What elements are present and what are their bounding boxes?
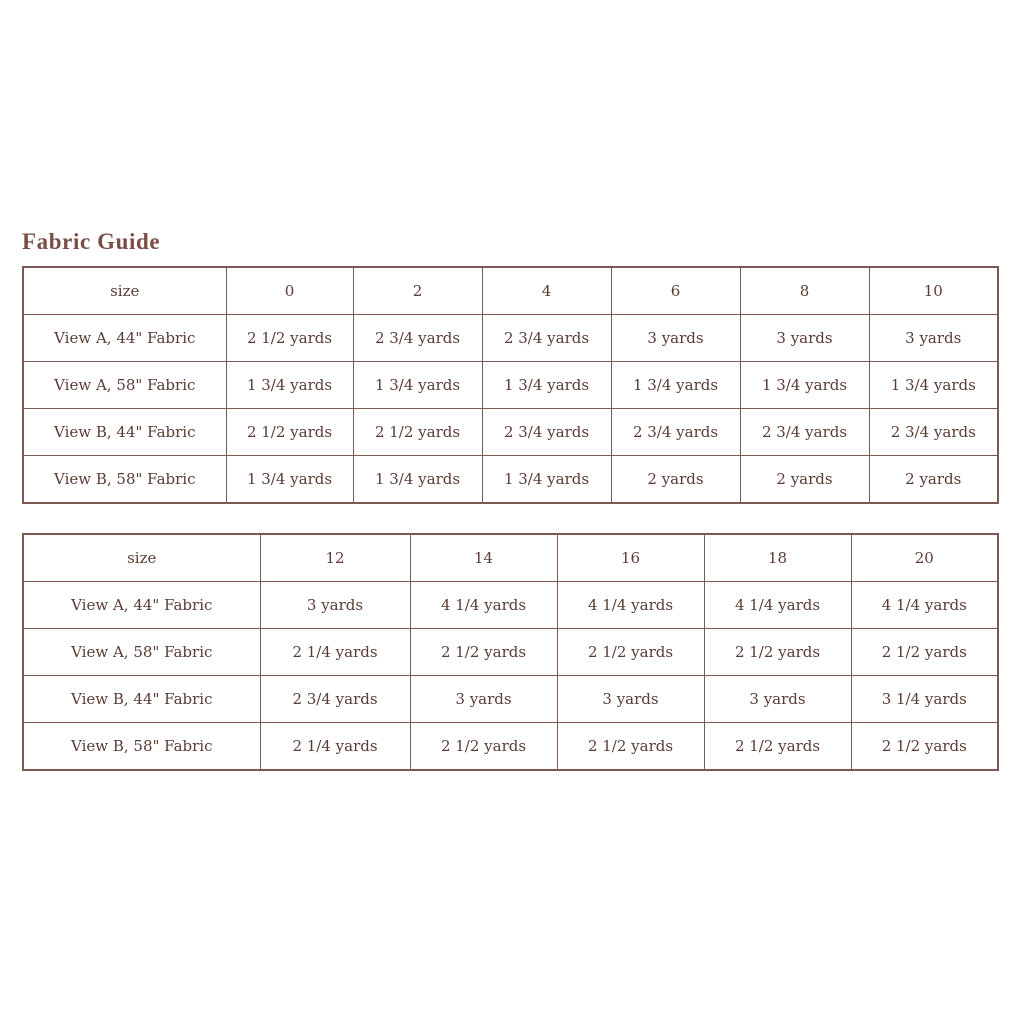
yardage-cell: 2 3/4 yards: [482, 315, 611, 362]
yardage-cell: 2 yards: [869, 456, 998, 504]
table-row: [23, 409, 998, 456]
yardage-cell: 2 1/2 yards: [226, 409, 353, 456]
yardage-cell: 2 3/4 yards: [353, 315, 482, 362]
yardage-cell: 3 yards: [740, 315, 869, 362]
yardage-cell: 1 3/4 yards: [482, 362, 611, 409]
row-label: View B, 58" Fabric: [23, 456, 226, 504]
yardage-cell: 2 3/4 yards: [611, 409, 740, 456]
table-header-row: [23, 267, 998, 315]
header-cell-size: size: [23, 267, 226, 315]
yardage-cell: 2 3/4 yards: [482, 409, 611, 456]
yardage-cell: 3 yards: [557, 676, 704, 723]
row-label: View A, 58" Fabric: [23, 362, 226, 409]
yardage-cell: 3 yards: [869, 315, 998, 362]
yardage-cell: 2 1/4 yards: [260, 629, 410, 676]
header-cell-size-value: 4: [482, 267, 611, 315]
row-label: View B, 44" Fabric: [23, 409, 226, 456]
yardage-cell: 2 yards: [740, 456, 869, 504]
yardage-cell: 2 3/4 yards: [740, 409, 869, 456]
yardage-cell: 2 3/4 yards: [260, 676, 410, 723]
header-cell-size-value: 16: [557, 534, 704, 582]
table-row: [23, 723, 998, 771]
yardage-cell: 4 1/4 yards: [410, 582, 557, 629]
yardage-cell: 3 yards: [704, 676, 851, 723]
header-cell-size-value: 14: [410, 534, 557, 582]
row-label: View B, 58" Fabric: [23, 723, 260, 771]
header-cell-size-value: 10: [869, 267, 998, 315]
yardage-cell: 1 3/4 yards: [869, 362, 998, 409]
yardage-cell: 2 yards: [611, 456, 740, 504]
fabric-table-sizes-12-20: [22, 533, 999, 771]
row-label: View B, 44" Fabric: [23, 676, 260, 723]
header-cell-size-value: 6: [611, 267, 740, 315]
yardage-cell: 1 3/4 yards: [226, 362, 353, 409]
header-cell-size-value: 18: [704, 534, 851, 582]
header-cell-size-value: 2: [353, 267, 482, 315]
yardage-cell: 2 1/2 yards: [704, 723, 851, 771]
yardage-cell: 1 3/4 yards: [611, 362, 740, 409]
yardage-cell: 2 1/2 yards: [410, 629, 557, 676]
yardage-cell: 1 3/4 yards: [353, 456, 482, 504]
yardage-cell: 1 3/4 yards: [740, 362, 869, 409]
table-header-row: [23, 534, 998, 582]
row-label: View A, 44" Fabric: [23, 315, 226, 362]
table-row: [23, 676, 998, 723]
yardage-cell: 2 1/2 yards: [410, 723, 557, 771]
table-row: [23, 582, 998, 629]
yardage-cell: 1 3/4 yards: [482, 456, 611, 504]
yardage-cell: 2 3/4 yards: [869, 409, 998, 456]
table-row: [23, 456, 998, 504]
yardage-cell: 2 1/2 yards: [557, 629, 704, 676]
yardage-cell: 2 1/2 yards: [557, 723, 704, 771]
yardage-cell: 2 1/2 yards: [704, 629, 851, 676]
table-row: [23, 315, 998, 362]
yardage-cell: 2 1/2 yards: [851, 629, 998, 676]
header-cell-size-value: 12: [260, 534, 410, 582]
yardage-cell: 2 1/2 yards: [226, 315, 353, 362]
yardage-cell: 4 1/4 yards: [557, 582, 704, 629]
table-row: [23, 362, 998, 409]
yardage-cell: 2 1/2 yards: [851, 723, 998, 771]
yardage-cell: 4 1/4 yards: [704, 582, 851, 629]
table-row: [23, 629, 998, 676]
fabric-table-sizes-0-10: [22, 266, 999, 504]
yardage-cell: 3 1/4 yards: [851, 676, 998, 723]
yardage-cell: 3 yards: [410, 676, 557, 723]
yardage-cell: 2 1/2 yards: [353, 409, 482, 456]
yardage-cell: 2 1/4 yards: [260, 723, 410, 771]
yardage-cell: 1 3/4 yards: [226, 456, 353, 504]
header-cell-size: size: [23, 534, 260, 582]
page-title: Fabric Guide: [22, 229, 161, 254]
yardage-cell: 3 yards: [260, 582, 410, 629]
yardage-cell: 4 1/4 yards: [851, 582, 998, 629]
row-label: View A, 58" Fabric: [23, 629, 260, 676]
row-label: View A, 44" Fabric: [23, 582, 260, 629]
yardage-cell: 1 3/4 yards: [353, 362, 482, 409]
header-cell-size-value: 0: [226, 267, 353, 315]
yardage-cell: 3 yards: [611, 315, 740, 362]
header-cell-size-value: 8: [740, 267, 869, 315]
header-cell-size-value: 20: [851, 534, 998, 582]
